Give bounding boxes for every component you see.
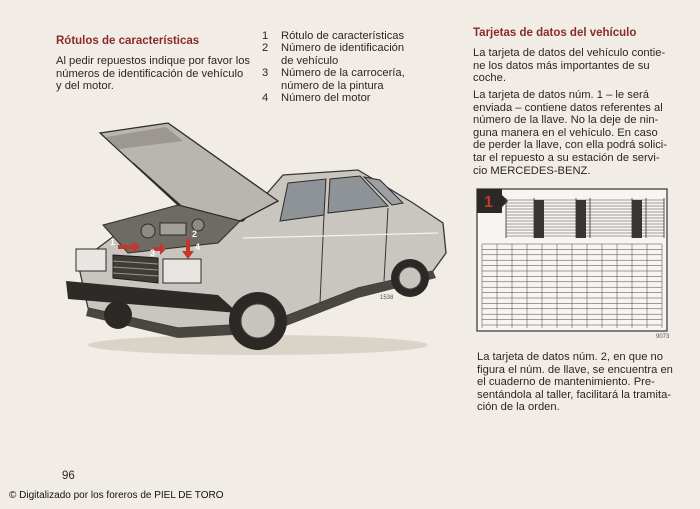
text-line: tar el repuesto a su estación de servi- xyxy=(473,151,660,164)
text-line: números de identificación de vehículo xyxy=(56,67,244,80)
text-line: número de la llave. No la deje de nin- xyxy=(473,114,659,127)
car-figure-id: 1538 xyxy=(380,295,394,301)
text-line: guna manera en el vehículo. En caso xyxy=(473,126,658,139)
figure-legend xyxy=(262,30,452,104)
text-line: enviada – contiene datos referentes al xyxy=(473,101,663,114)
legend-item xyxy=(262,30,452,42)
callout-1: 1 xyxy=(110,237,116,247)
text-line: y del motor. xyxy=(56,80,114,93)
legend-text: Número del motor xyxy=(281,92,371,105)
legend-item xyxy=(262,42,452,67)
callout-4: 4 xyxy=(195,242,201,252)
section-heading-labels: Rótulos de características xyxy=(56,35,200,47)
card-figure-id: 9073 xyxy=(656,334,670,338)
text-line: figura el núm. de llave, se encuentra en xyxy=(477,363,673,376)
text-line: La tarjeta de datos del vehículo contie- xyxy=(473,47,666,59)
footer-credit: © Digitalizado por los foreros de PIEL DE TORO xyxy=(9,490,224,501)
text-line: el cuaderno de mantenimiento. Pre- xyxy=(477,376,655,389)
section-heading-data-cards: Tarjetas de datos del vehículo xyxy=(473,27,637,39)
legend-text: Número de identificación xyxy=(281,42,405,55)
legend-text: de vehículo xyxy=(281,54,339,67)
data-card-paragraph-1 xyxy=(473,47,669,85)
legend-number: 4 xyxy=(262,92,269,105)
legend-number: 1 xyxy=(262,30,269,42)
legend-item xyxy=(262,92,452,104)
text-line: cio MERCEDES-BENZ. xyxy=(473,164,591,177)
data-card-paragraph-2 xyxy=(473,89,669,177)
text-line: ne los datos más importantes de su xyxy=(473,59,650,72)
card-number: 1 xyxy=(484,194,493,211)
legend-text: número de la pintura xyxy=(281,79,384,92)
data-card-paragraph-3 xyxy=(477,351,673,414)
legend-item xyxy=(262,67,452,92)
callout-3: 3 xyxy=(150,248,156,258)
labels-intro-paragraph xyxy=(56,55,256,93)
card-marker-block xyxy=(534,200,544,238)
data-card-illustration xyxy=(476,188,672,338)
text-line: ción de la orden. xyxy=(477,401,560,414)
text-line: sentándola al taller, facilitará la tramita- xyxy=(477,388,672,401)
text-line: de perder la llave, con ella podrá solici- xyxy=(473,139,668,152)
legend-text: Número de la carrocería, xyxy=(281,67,405,80)
callout-2: 2 xyxy=(192,229,198,239)
legend-text: Rótulo de características xyxy=(281,30,405,42)
card-marker-block xyxy=(576,200,586,238)
text-line: Al pedir repuestos indique por favor los xyxy=(56,55,251,67)
card-marker-block xyxy=(632,200,642,238)
car-illustration xyxy=(58,113,453,365)
text-line: La tarjeta de datos núm. 2, en que no xyxy=(477,351,663,363)
legend-number: 2 xyxy=(262,42,269,55)
text-line: coche. xyxy=(473,72,506,85)
page-number: 96 xyxy=(62,470,75,482)
text-line: La tarjeta de datos núm. 1 – le será xyxy=(473,89,650,101)
legend-number: 3 xyxy=(262,67,269,80)
